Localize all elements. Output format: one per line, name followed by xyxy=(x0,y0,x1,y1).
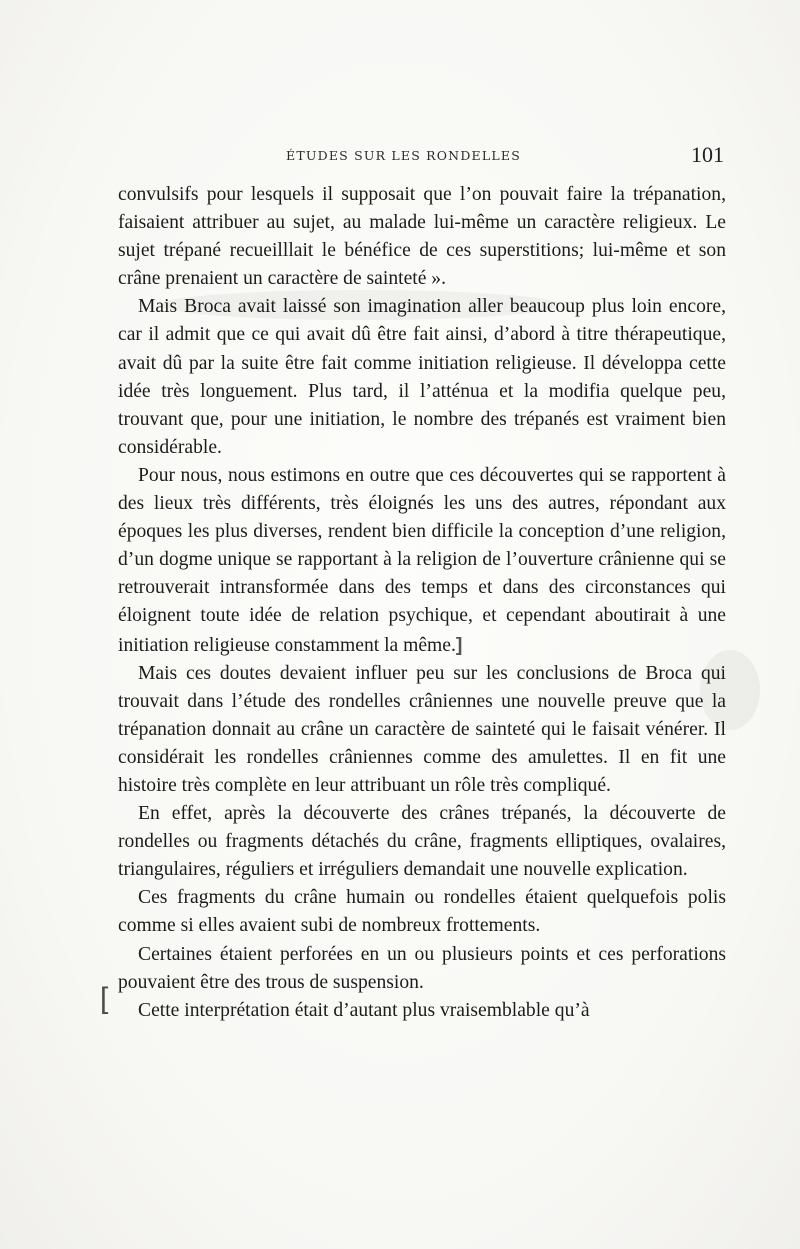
paragraph-text: Pour nous, nous estimons en outre que ces découvertes qui se rapportent à des lieux très différents, très éloignés les uns des autres, répondant aux époques les plus diverses, rendent bien difficile la conception d’une religion, d’un dogme unique se rapportant à la religion de l’ouverture crânienne qui se retrouverait intransformée dans des temps et dans des circonstances qui éloignent toute idée de relation psychique, et cependant aboutirait à une initiation religieuse constamment la même. xyxy=(118,464,726,656)
body-text xyxy=(118,181,726,1025)
closing-bracket-mark: ] xyxy=(455,633,463,656)
page-header xyxy=(118,144,726,170)
paragraph xyxy=(118,462,726,660)
running-title: ÉTUDES SUR LES RONDELLES xyxy=(286,148,521,163)
paragraph xyxy=(118,660,726,800)
paragraph xyxy=(118,884,726,940)
paragraph-text: Mais Broca avait laissé son imagination aller beaucoup plus loin encore, car il admit que ce qui avait dû être fait ainsi, d’abord à titre thérapeutique, avait dû par la suite être fait comme initiation religieuse. Il développa cette idée très longuement. Plus tard, il l’atténua et la modifia quelque peu, trouvant que, pour une initiation, le nombre des trépanés est vraiment bien considérable. xyxy=(118,296,726,458)
page-number: 101 xyxy=(691,142,724,167)
paragraph-text: Cette interprétation était d’autant plus vraisemblable qu’à xyxy=(138,999,590,1021)
paragraph-text: Mais ces doutes devaient influer peu sur les conclusions de Broca qui trouvait dans l’étude des rondelles crâniennes une nouvelle preuve que la trépanation donnait au crâne un caractère de sainteté qui le faisait vénérer. Il considérait les rondelles crâniennes comme des amulettes. Il en fit une histoire très complète en leur attribuant un rôle très compliqué. xyxy=(118,662,726,796)
paragraph xyxy=(118,941,726,997)
paragraph-text: Certaines étaient perforées en un ou plusieurs points et ces perforations pouvaient être des trous de suspension. xyxy=(118,943,726,993)
paragraph-text: Ces fragments du crâne humain ou rondelles étaient quelquefois polis comme si elles avaient subi de nombreux frottements. xyxy=(118,887,726,937)
paragraph-text: convulsifs pour lesquels il supposait que l’on pouvait faire la trépanation, faisaient attribuer au sujet, au malade lui-même un caractère religieux. Le sujet trépané recueilllait le bénéfice de ces superstitions; lui-même et son crâne prenaient un caractère de sainteté ». xyxy=(118,184,726,290)
paragraph xyxy=(118,293,726,462)
paragraph-text: En effet, après la découverte des crânes trépanés, la découverte de rondelles ou fragments détachés du crâne, fragments elliptiques, ovalaires, triangulaires, réguliers et irréguliers demandait une nouvelle explication. xyxy=(118,803,726,881)
paragraph xyxy=(118,800,726,884)
paragraph xyxy=(118,181,726,293)
paragraph xyxy=(118,997,726,1025)
margin-bracket-mark: [ xyxy=(100,982,109,1015)
